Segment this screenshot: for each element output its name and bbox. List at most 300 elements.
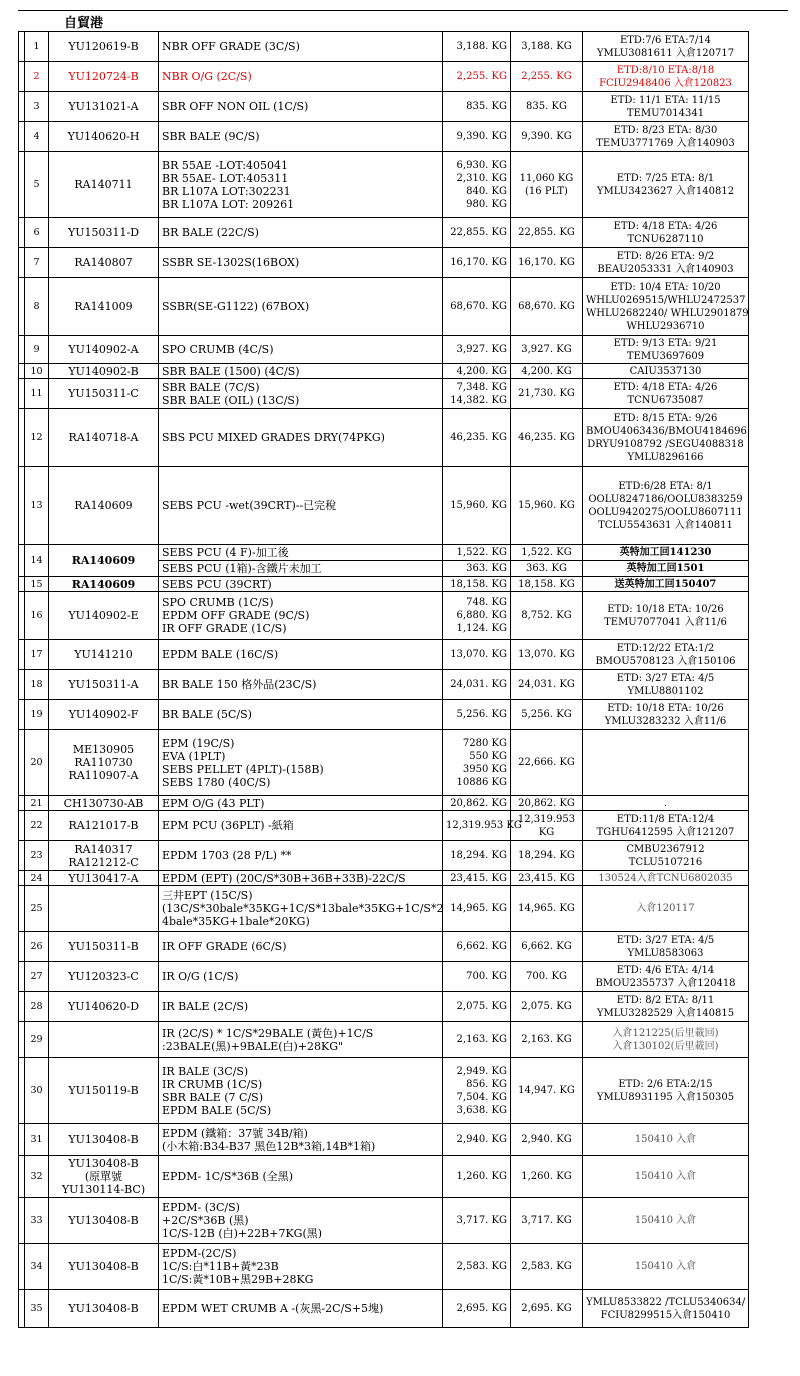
table-row (19, 336, 749, 364)
row-remarks (583, 640, 749, 670)
row-code (49, 122, 159, 152)
row-description (159, 730, 443, 796)
text-line: ETD:11/8 ETA:12/4 (616, 813, 715, 825)
row-weight (443, 811, 522, 841)
text-line: EPDM-(2C/S) (162, 1247, 237, 1260)
text-line: EPDM WET CRUMB A -(灰黑-2C/S+5塊) (162, 1302, 384, 1315)
text-line: ETD: 9/13 ETA: 9/21 (613, 337, 718, 349)
text-line: 7280 KG (462, 737, 507, 749)
text-line: YMLU8931195 入倉150305 (596, 1091, 735, 1103)
text-line: YU130114-BC) (61, 1183, 146, 1196)
row-weight (443, 841, 511, 871)
row-number: 13 (25, 467, 49, 545)
row-description (159, 992, 443, 1022)
table-row (19, 32, 749, 62)
row-total-weight: 3,188. KG (511, 32, 583, 62)
table-row (19, 92, 749, 122)
text-line: YMLU8296166 (627, 451, 704, 463)
row-code (49, 409, 159, 467)
text-line: YMLU3423627 入倉140812 (596, 185, 735, 197)
text-line: YU150311-D (67, 226, 140, 239)
row-number: 8 (25, 278, 49, 336)
row-remarks (583, 218, 749, 248)
text-line: 363. KG (466, 563, 507, 574)
top-rule (18, 10, 788, 11)
row-code (49, 796, 159, 811)
row-total-weight: 20,862. KG (511, 796, 583, 811)
text-line: ETD:8/10 ETA:8/18 (616, 64, 715, 76)
text-line: 46,235. KG (450, 432, 507, 443)
row-description (159, 545, 443, 561)
table-row (19, 700, 749, 730)
text-line: EPM (19C/S) (162, 736, 235, 750)
row-number: 34 (25, 1244, 49, 1290)
row-code (49, 670, 159, 700)
text-line: YU141210 (74, 648, 133, 661)
table-row (19, 1058, 749, 1124)
row-remarks (583, 1058, 749, 1124)
row-remarks (583, 409, 749, 467)
text-line: SEBS 1780 (40C/S) (162, 775, 271, 789)
row-description (159, 122, 443, 152)
text-line: YU150119-B (68, 1084, 139, 1097)
table-row (19, 886, 749, 932)
text-line: 2,949. KG (456, 1065, 507, 1077)
text-line: BR BALE (5C/S) (162, 708, 252, 721)
row-code (49, 1198, 159, 1244)
text-line: 2,075. KG (456, 1001, 507, 1012)
text-line: BR L107A LOT:302231 (162, 184, 291, 198)
text-line: 1C/S-12B (白)+22B+7KG(黑) (162, 1227, 323, 1240)
text-line: CMBU2367912 (626, 843, 705, 855)
text-line: RA140711 (74, 178, 133, 191)
text-line: 送英特加工回150407 (614, 578, 717, 590)
text-line: 1,124. KG (456, 623, 507, 634)
row-code (49, 811, 159, 841)
text-line: CAIU3537130 (629, 365, 702, 377)
row-weight (443, 409, 511, 467)
text-line: 3,717. KG (456, 1215, 507, 1226)
row-number: 17 (25, 640, 49, 670)
row-description (159, 409, 443, 467)
text-line: EPM O/G (43 PLT) (162, 796, 265, 810)
row-number: 6 (25, 218, 49, 248)
row-description (159, 886, 443, 932)
row-remarks (583, 122, 749, 152)
row-description (159, 92, 443, 122)
row-description (159, 364, 443, 379)
text-line: YU131021-A (68, 100, 139, 113)
text-line: 748. KG (466, 597, 507, 608)
text-line: IR CRUMB (1C/S) (162, 1077, 263, 1091)
text-line: YU150311-A (68, 678, 139, 691)
row-number: 4 (25, 122, 49, 152)
row-weight (443, 1058, 511, 1124)
text-line: BMOU5708123 入倉150106 (595, 655, 736, 667)
row-number: 33 (25, 1198, 49, 1244)
text-line: ETD: 10/4 ETA: 10/20 (610, 281, 721, 293)
text-line: BR L107A LOT: 209261 (162, 197, 295, 211)
table-row (19, 1124, 749, 1156)
table-row (19, 962, 749, 992)
row-code (49, 152, 159, 218)
text-line: RA140609 (71, 554, 136, 567)
row-description (159, 32, 443, 62)
text-line: 363. KG (526, 563, 567, 574)
row-number: 20 (25, 730, 49, 796)
text-line: EPDM BALE (5C/S) (162, 1103, 272, 1117)
row-remarks (583, 730, 749, 796)
row-weight (443, 962, 511, 992)
row-total-weight: 2,075. KG (511, 992, 583, 1022)
text-line: FCIU8299515入倉150410 (600, 1309, 731, 1321)
row-description (159, 871, 443, 886)
table-row (19, 592, 749, 640)
row-weight (443, 1156, 511, 1198)
row-description (159, 670, 443, 700)
text-line: TCNU6735087 (627, 394, 704, 406)
text-line: EPDM BALE (16C/S) (162, 648, 279, 661)
table-row (19, 577, 749, 592)
text-line: 14,382. KG (450, 394, 507, 406)
row-number: 26 (25, 932, 49, 962)
row-remarks (583, 92, 749, 122)
row-weight (443, 992, 511, 1022)
text-line: TCLU5107216 (628, 856, 703, 868)
row-remarks (583, 1156, 749, 1198)
text-line: YMLU3081611 入倉120717 (596, 47, 735, 59)
text-line: SBR BALE (OIL) (13C/S) (162, 393, 300, 407)
row-total-weight (511, 561, 583, 577)
text-line: 1,260. KG (456, 1171, 507, 1182)
row-weight (443, 1022, 511, 1058)
row-remarks (583, 1290, 749, 1328)
row-remarks (583, 670, 749, 700)
row-remarks (583, 1244, 749, 1290)
row-code (49, 577, 159, 592)
row-code (49, 1058, 159, 1124)
row-weight (443, 122, 511, 152)
table-row (19, 218, 749, 248)
row-code (49, 336, 159, 364)
text-line: NBR OFF GRADE (3C/S) (162, 40, 300, 53)
row-remarks (583, 871, 749, 886)
row-remarks (583, 467, 749, 545)
row-number: 1 (25, 32, 49, 62)
text-line: 2,310. KG (456, 172, 507, 184)
row-description (159, 561, 443, 577)
row-remarks (583, 336, 749, 364)
text-line: 6,662. KG (456, 941, 507, 952)
row-code (49, 218, 159, 248)
row-remarks (583, 379, 749, 409)
text-line: IR BALE (2C/S) (162, 1000, 249, 1013)
text-line: 22,855. KG (450, 227, 507, 238)
table-row (19, 62, 749, 92)
text-line: TEMU7077041 入倉11/6 (604, 616, 727, 628)
text-line: IR OFF GRADE (1C/S) (162, 622, 287, 635)
row-weight (443, 278, 511, 336)
row-number: 5 (25, 152, 49, 218)
text-line: RA140609 (74, 499, 133, 512)
text-line: 三井EPT (15C/S) (162, 889, 253, 902)
text-line: RA110907-A (68, 769, 139, 782)
row-number: 14 (25, 545, 49, 577)
text-line: 130524入倉TCNU6802035 (598, 872, 733, 884)
table-row (19, 1198, 749, 1244)
text-line: 835. KG (466, 101, 507, 112)
inventory-table (18, 31, 749, 1328)
row-code (49, 871, 159, 886)
row-weight (443, 1290, 511, 1328)
row-total-weight: 1,260. KG (511, 1156, 583, 1198)
text-line: (小木箱:B34-B37 黑色12B*3箱,14B*1箱) (162, 1139, 376, 1153)
text-line: TGHU6412595 入倉121207 (596, 826, 735, 838)
text-line: TEMU3771769 入倉140903 (596, 137, 735, 149)
row-number: 3 (25, 92, 49, 122)
text-line: 1C/S:白*11B+黃*23B (162, 1260, 279, 1273)
row-remarks (583, 886, 749, 932)
text-line: ETD: 10/18 ETA: 10/26 (607, 702, 724, 714)
table-row (19, 545, 749, 561)
row-number: 19 (25, 700, 49, 730)
text-line: 6,930. KG (456, 159, 507, 171)
text-line: YU120619-B (68, 40, 139, 53)
row-weight (443, 379, 511, 409)
row-description (159, 278, 443, 336)
text-line: SEBS PELLET (4PLT)-(158B) (162, 762, 324, 776)
row-remarks (583, 248, 749, 278)
row-number: 7 (25, 248, 49, 278)
text-line: YU130408-B (68, 1214, 139, 1227)
row-code (49, 932, 159, 962)
text-line: 2,940. KG (456, 1134, 507, 1145)
row-weight (443, 545, 511, 561)
row-code (49, 992, 159, 1022)
table-row (19, 730, 749, 796)
row-description (159, 796, 443, 811)
row-description (159, 700, 443, 730)
text-line: TCNU6287110 (627, 233, 704, 245)
row-description (159, 1022, 443, 1058)
row-weight (443, 467, 511, 545)
text-line: IR BALE (3C/S) (162, 1064, 249, 1078)
row-code (49, 278, 159, 336)
row-total-weight: 700. KG (511, 962, 583, 992)
row-weight (443, 871, 511, 886)
row-total-weight: 3,717. KG (511, 1198, 583, 1244)
row-remarks (583, 561, 749, 577)
text-line: 9,390. KG (456, 131, 507, 142)
table-row (19, 152, 749, 218)
text-line: 1,522. KG (456, 547, 507, 558)
row-total-weight: 2,255. KG (511, 62, 583, 92)
text-line: 23,415. KG (450, 872, 507, 884)
text-line: RA140807 (74, 256, 133, 269)
text-line: 150410 入倉 (634, 1215, 697, 1226)
text-line: FCIU2948406 入倉120823 (599, 77, 732, 89)
text-line: YU140902-E (68, 609, 139, 622)
text-line: 20,862. KG (450, 797, 507, 809)
table-row (19, 278, 749, 336)
row-code (49, 62, 159, 92)
text-line: YU150311-C (68, 387, 139, 400)
row-number: 2 (25, 62, 49, 92)
row-remarks (583, 796, 749, 811)
text-line: 4,200. KG (456, 365, 507, 377)
text-line: ME130905 (72, 743, 135, 756)
table-row (19, 248, 749, 278)
row-weight (443, 796, 511, 811)
table-row (19, 467, 749, 545)
row-weight (443, 364, 511, 379)
text-line: DRYU9108792 /SEGU4088318 (587, 438, 744, 450)
row-total-weight: 15,960. KG (511, 467, 583, 545)
text-line: 24,031. KG (450, 679, 507, 690)
row-weight (443, 886, 511, 932)
row-total-weight: 2,163. KG (511, 1022, 583, 1058)
text-line: YMLU8801102 (627, 685, 704, 697)
row-description (159, 152, 443, 218)
row-description (159, 62, 443, 92)
text-line: RA140317 (74, 842, 133, 856)
text-line: YU120323-C (68, 970, 139, 983)
text-line: YU130408-B (68, 1157, 139, 1170)
text-line: BR BALE (22C/S) (162, 226, 259, 239)
row-weight (443, 577, 511, 592)
text-line: ETD: 11/1 ETA: 11/15 (610, 94, 721, 106)
row-weight (443, 592, 511, 640)
table-row (19, 1244, 749, 1290)
row-total-weight: 21,730. KG (511, 379, 583, 409)
text-line: YU130408-B (68, 1133, 139, 1146)
text-line: IR (2C/S) * 1C/S*29BALE (黃色)+1C/S (162, 1026, 374, 1040)
text-line: 18,294. KG (450, 850, 507, 861)
row-number: 27 (25, 962, 49, 992)
row-description (159, 841, 443, 871)
text-line: 840. KG (466, 185, 507, 197)
row-number: 12 (25, 409, 49, 467)
text-line: SBR BALE (9C/S) (162, 130, 260, 143)
row-weight (443, 700, 511, 730)
text-line: YU150311-B (68, 940, 139, 953)
row-code (49, 841, 159, 871)
table-row (19, 841, 749, 871)
text-line: ETD: 4/18 ETA: 4/26 (613, 220, 718, 232)
row-number: 25 (25, 886, 49, 932)
text-line: 10886 KG (456, 776, 507, 788)
text-line: EPDM (鐵箱：37號 34B/箱) (162, 1126, 308, 1140)
row-remarks (583, 992, 749, 1022)
row-total-weight: 23,415. KG (511, 871, 583, 886)
row-number: 29 (25, 1022, 49, 1058)
row-weight (443, 1124, 511, 1156)
row-number: 10 (25, 364, 49, 379)
row-description (159, 932, 443, 962)
text-line: 2,255. KG (456, 71, 507, 82)
text-line: CH130730-AB (63, 796, 144, 810)
text-line: . (663, 797, 668, 809)
text-line: YU140902-F (68, 708, 139, 721)
text-line: YU130408-B (68, 1302, 139, 1315)
text-line: SEBS PCU -wet(39CRT)--已完稅 (162, 499, 337, 512)
row-number: 11 (25, 379, 49, 409)
text-line: 5,256. KG (456, 709, 507, 720)
text-line: ETD: 2/6 ETA:2/15 (618, 1078, 713, 1090)
row-number: 15 (25, 577, 49, 592)
table-row (19, 796, 749, 811)
text-line: 2,583. KG (456, 1261, 507, 1272)
row-total-weight: 13,070. KG (511, 640, 583, 670)
row-remarks (583, 811, 749, 841)
row-remarks (583, 1124, 749, 1156)
text-line: RA141009 (74, 300, 133, 313)
text-line: BEAU2053331 入倉140903 (597, 263, 734, 275)
row-number: 9 (25, 336, 49, 364)
row-code (49, 32, 159, 62)
row-total-weight: 8,752. KG (511, 592, 583, 640)
row-remarks (583, 962, 749, 992)
text-line: 856. KG (466, 1078, 507, 1090)
text-line: YU140902-B (68, 364, 139, 378)
text-line: SEBS PCU (1箱)-含鐵片未加工 (162, 562, 322, 575)
row-description (159, 336, 443, 364)
text-line: ETD: 8/2 ETA: 8/11 (616, 994, 715, 1006)
text-line: SBR OFF NON OIL (1C/S) (162, 100, 309, 113)
row-remarks (583, 32, 749, 62)
text-line: ETD: 3/27 ETA: 4/5 (616, 672, 715, 684)
row-code (49, 1290, 159, 1328)
text-line: ETD:7/6 ETA:7/14 (619, 34, 712, 46)
text-line: +2C/S*36B (黑) (162, 1214, 249, 1227)
text-line: 700. KG (466, 971, 507, 982)
table-row (19, 871, 749, 886)
text-line: TEMU3697609 (626, 350, 705, 362)
text-line: SBR BALE (7 C/S) (162, 1090, 263, 1104)
text-line: OOLU8247186/OOLU8383259 (588, 493, 743, 505)
row-number: 16 (25, 592, 49, 640)
text-line: ETD:12/22 ETA:1/2 (616, 642, 715, 654)
row-number: 24 (25, 871, 49, 886)
row-remarks (583, 932, 749, 962)
text-line: :23BALE(黑)+9BALE(白)+28KG" (162, 1039, 344, 1053)
text-line: YU130408-B (68, 1260, 139, 1273)
row-code (49, 962, 159, 992)
text-line: YU130417-A (68, 871, 139, 885)
table-row (19, 932, 749, 962)
text-line: EPDM 1703 (28 P/L) ** (162, 849, 292, 862)
text-line: 16,170. KG (450, 257, 507, 268)
text-line: EVA (1PLT) (162, 749, 226, 763)
row-total-weight: 9,390. KG (511, 122, 583, 152)
text-line: 68,670. KG (450, 301, 507, 312)
row-weight (443, 561, 511, 577)
text-line: 入倉120117 (636, 903, 695, 914)
text-line: BR BALE 150 格外品(23C/S) (162, 678, 317, 691)
row-total-weight: 2,940. KG (511, 1124, 583, 1156)
row-total-weight: 46,235. KG (511, 409, 583, 467)
table-row (19, 670, 749, 700)
row-code (49, 886, 159, 932)
text-line: SBR BALE (7C/S) (162, 380, 260, 394)
text-line: 7,504. KG (456, 1091, 507, 1103)
text-line: SSBR SE-1302S(16BOX) (162, 256, 300, 269)
row-total-weight: 22,666. KG (511, 730, 583, 796)
text-line: BMOU2355737 入倉120418 (595, 977, 736, 989)
text-line: 2,163. KG (456, 1034, 507, 1045)
row-weight (443, 670, 511, 700)
row-weight (443, 218, 511, 248)
